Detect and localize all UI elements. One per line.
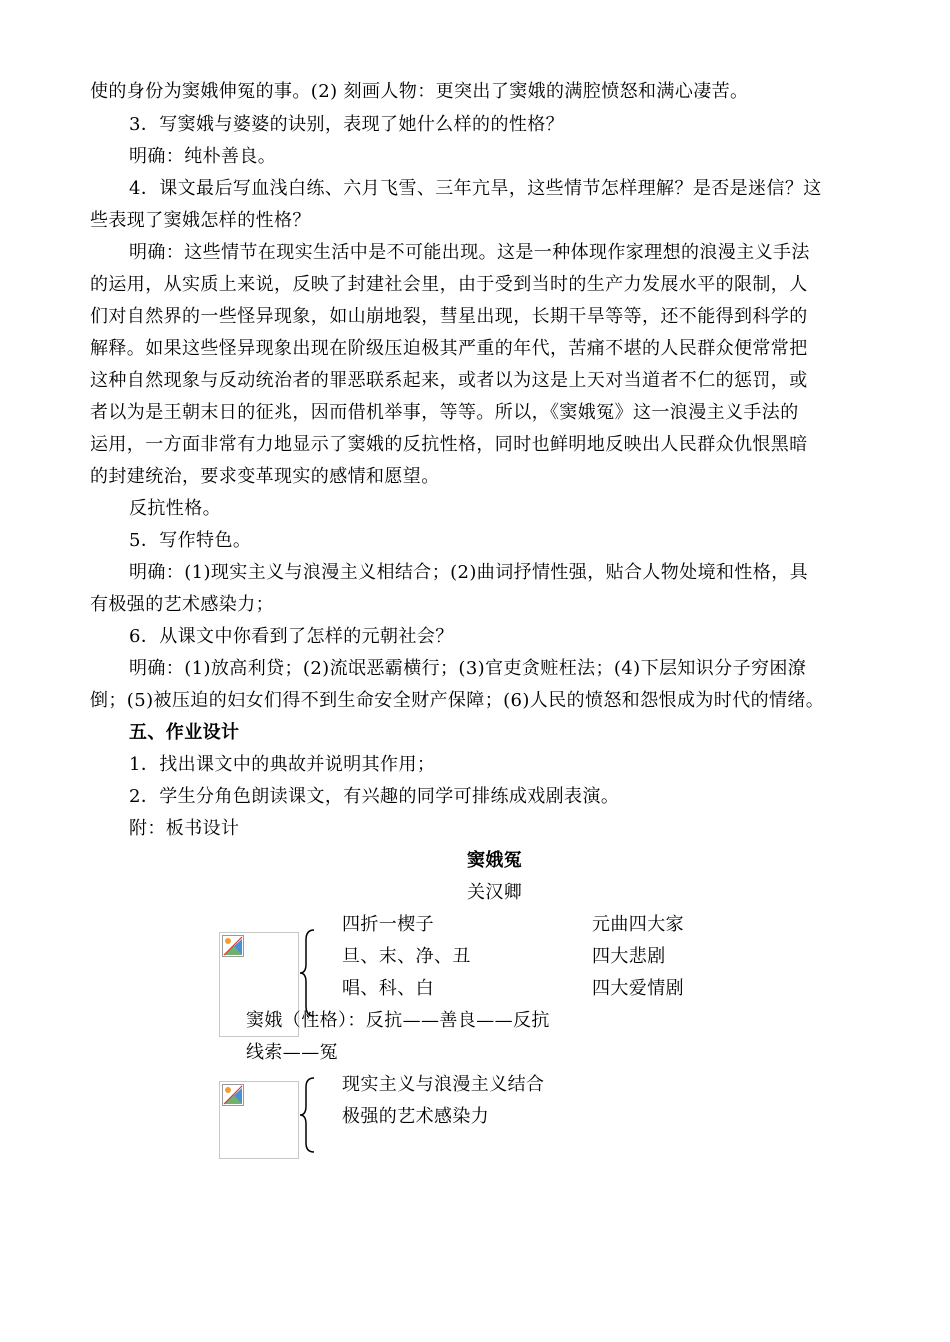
text-line: 的运用，从实质上来说，反映了封建社会里，由于受到当时的生产力发展水平的限制，人 (90, 274, 808, 295)
image-placeholder-icon (222, 1084, 244, 1106)
board-item: 旦、末、净、丑 (342, 946, 471, 967)
text-line: 者以为是王朝末日的征兆，因而借机举事，等等。所以，《窦娥冤》这一浪漫主义手法的 (90, 402, 799, 423)
question-4: 4．课文最后写血浅白练、六月飞雪、三年亢旱，这些情节怎样理解？是否是迷信？这 (129, 178, 822, 199)
board-item: 元曲四大家 (592, 914, 684, 935)
question-5: 5．写作特色。 (129, 530, 252, 551)
answer-5: 明确：(1)现实主义与浪漫主义相结合；(2)曲词抒情性强，贴合人物处境和性格，具 (129, 562, 808, 583)
text-line: 些表现了窦娥怎样的性格？ (90, 210, 311, 231)
character-line: 窦娥（性格）：反抗——善良——反抗 (246, 1010, 550, 1031)
homework-item: 2．学生分角色朗读课文，有兴趣的同学可排练成戏剧表演。 (129, 786, 620, 807)
text-line: 反抗性格。 (129, 498, 221, 519)
image-placeholder-icon (222, 935, 244, 957)
clue-line: 线索——冤 (246, 1042, 338, 1063)
board-item: 四大悲剧 (592, 946, 666, 967)
board-author: 关汉卿 (467, 882, 523, 903)
board-title: 窦娥冤 (467, 850, 523, 871)
board-item: 四折一楔子 (342, 914, 434, 935)
answer-4: 明确：这些情节在现实生活中是不可能出现。这是一种体现作家理想的浪漫主义手法 (129, 242, 810, 263)
board-item: 现实主义与浪漫主义结合 (342, 1074, 545, 1095)
text-line: 倒；(5)被压迫的妇女们得不到生命安全财产保障；(6)人民的愤怒和怨恨成为时代的情绪。 (90, 690, 825, 711)
question-6: 6．从课文中你看到了怎样的元朝社会？ (129, 626, 454, 647)
homework-item: 1．找出课文中的典故并说明其作用； (129, 754, 436, 775)
text-line: 使的身份为窦娥伸冤的事。(2) 刻画人物：更突出了窦娥的满腔愤怒和满心凄苦。 (90, 81, 749, 102)
appendix-label: 附：板书设计 (129, 818, 240, 839)
broken-image (219, 1081, 299, 1159)
left-brace (298, 1076, 318, 1154)
answer-3: 明确：纯朴善良。 (129, 146, 277, 167)
board-item: 四大爱情剧 (592, 978, 684, 999)
question-3: 3．写窦娥与婆婆的诀别，表现了她什么样的的性格？ (129, 114, 565, 135)
answer-6: 明确：(1)放高利贷；(2)流氓恶霸横行；(3)官吏贪赃枉法；(4)下层知识分子穷困潦 (129, 658, 807, 679)
text-line: 这种自然现象与反动统治者的罪恶联系起来，或者以为这是上天对当道者不仁的惩罚，或 (90, 370, 808, 391)
board-item: 唱、科、白 (342, 978, 434, 999)
board-item: 极强的艺术感染力 (342, 1106, 490, 1127)
text-line: 们对自然界的一些怪异现象，如山崩地裂，彗星出现，长期干旱等等，还不能得到科学的 (90, 306, 808, 327)
text-line: 解释。如果这些怪异现象出现在阶级压迫极其严重的年代，苦痛不堪的人民群众便常常把 (90, 338, 808, 359)
text-line: 有极强的艺术感染力； (90, 594, 274, 615)
section-heading: 五、作业设计 (129, 722, 240, 743)
text-line: 运用，一方面非常有力地显示了窦娥的反抗性格，同时也鲜明地反映出人民群众仇恨黑暗 (90, 434, 808, 455)
text-line: 的封建统治，要求变革现实的感情和愿望。 (90, 466, 440, 487)
